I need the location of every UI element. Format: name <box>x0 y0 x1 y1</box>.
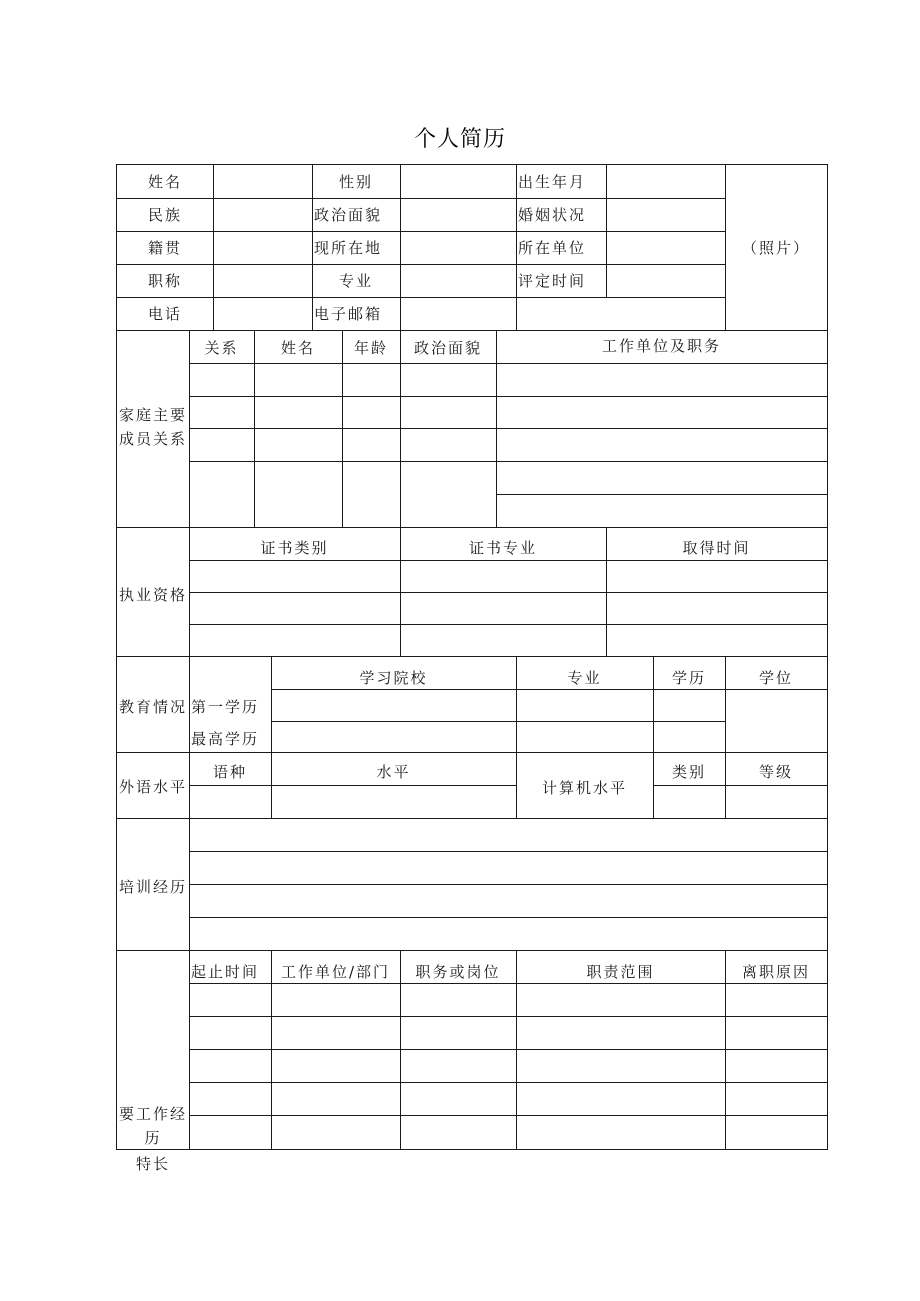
specialty-label: 特长 <box>136 1155 171 1173</box>
table-rule-vertical <box>496 330 497 528</box>
table-rule-horizontal <box>271 689 828 690</box>
family-header-age: 年龄 <box>353 338 388 357</box>
table-rule-vertical <box>725 752 726 819</box>
table-rule-vertical <box>271 752 272 819</box>
table-rule-vertical <box>312 164 313 331</box>
work-position-header: 职务或岗位 <box>415 962 501 981</box>
native-place-field[interactable] <box>213 231 312 264</box>
table-rule-vertical <box>271 950 272 1150</box>
table-rule-vertical <box>516 164 517 331</box>
gender-label: 性别 <box>338 173 373 191</box>
table-rule-vertical <box>725 164 726 331</box>
residence-field[interactable] <box>400 231 516 264</box>
marital-status-field[interactable] <box>606 198 725 231</box>
edu-degree-level-header: 学历 <box>671 668 706 687</box>
table-rule-horizontal <box>189 461 828 462</box>
name-label: 姓名 <box>147 173 182 191</box>
table-rule-horizontal <box>116 1149 828 1150</box>
cert-date-header: 取得时间 <box>682 538 751 557</box>
phone-label: 电话 <box>147 305 182 323</box>
table-rule-vertical <box>516 950 517 1150</box>
education-section-label: 教育情况 <box>118 697 187 716</box>
language-level-header: 水平 <box>376 762 411 781</box>
work-duty-header: 职责范围 <box>586 962 655 981</box>
table-rule-horizontal <box>116 198 726 199</box>
employer-label: 所在单位 <box>518 239 587 257</box>
first-degree-label: 第一学历 <box>191 697 260 716</box>
table-rule-horizontal <box>116 264 726 265</box>
table-rule-horizontal <box>189 560 828 561</box>
table-rule-horizontal <box>116 330 828 331</box>
table-rule-horizontal <box>116 656 828 657</box>
employer-field[interactable] <box>606 231 725 264</box>
work-employer-header: 工作单位/部门 <box>280 962 391 981</box>
table-rule-horizontal <box>116 818 828 819</box>
edu-major-header: 专业 <box>567 668 602 687</box>
table-rule-horizontal <box>116 527 828 528</box>
birth-label: 出生年月 <box>518 173 587 191</box>
table-rule-horizontal <box>189 1016 828 1017</box>
language-section-label: 外语水平 <box>118 777 187 796</box>
marital-status-label: 婚姻状况 <box>518 206 587 224</box>
table-rule-horizontal <box>189 363 828 364</box>
table-rule-horizontal <box>189 1049 828 1050</box>
table-rule-horizontal <box>116 164 828 165</box>
table-rule-horizontal <box>116 231 726 232</box>
email-label: 电子邮箱 <box>314 305 383 323</box>
political-status-field[interactable] <box>400 198 516 231</box>
table-rule-vertical <box>725 656 726 753</box>
table-rule-vertical <box>827 164 828 1150</box>
major-label: 专业 <box>338 272 373 290</box>
family-section-label: 家庭主要成员关系 <box>118 406 187 448</box>
computer-grade-header: 等级 <box>758 762 793 781</box>
table-rule-vertical <box>516 656 517 753</box>
table-rule-horizontal <box>189 1115 828 1116</box>
work-period-header: 起止时间 <box>191 962 260 981</box>
evaluation-time-label: 评定时间 <box>518 272 587 290</box>
residence-label: 现所在地 <box>314 239 383 257</box>
table-rule-vertical <box>400 950 401 1150</box>
table-rule-vertical <box>516 752 517 819</box>
photo-placeholder[interactable]: （照片） <box>741 239 810 257</box>
qualification-section-label: 执业资格 <box>118 585 187 604</box>
table-rule-vertical <box>213 164 214 331</box>
table-rule-vertical <box>606 527 607 657</box>
phone-field[interactable] <box>213 297 312 330</box>
table-rule-horizontal <box>189 592 828 593</box>
table-rule-horizontal <box>116 752 828 753</box>
cert-major-header: 证书专业 <box>468 538 537 557</box>
family-header-work: 工作单位及职务 <box>601 337 721 355</box>
table-rule-horizontal <box>271 721 725 722</box>
native-place-label: 籍贯 <box>147 239 182 257</box>
professional-title-field[interactable] <box>213 264 312 297</box>
table-rule-horizontal <box>653 785 828 786</box>
table-rule-vertical <box>653 752 654 819</box>
family-header-name: 姓名 <box>280 338 315 357</box>
table-rule-horizontal <box>189 428 828 429</box>
table-rule-vertical <box>271 656 272 753</box>
table-rule-vertical <box>400 330 401 528</box>
evaluation-time-field[interactable] <box>606 264 725 297</box>
major-field[interactable] <box>400 264 516 297</box>
birth-field[interactable] <box>606 165 725 198</box>
table-rule-vertical <box>254 330 255 528</box>
family-header-political: 政治面貌 <box>413 338 482 357</box>
table-rule-horizontal <box>189 851 828 852</box>
table-rule-horizontal <box>189 917 828 918</box>
table-rule-vertical <box>189 330 190 1150</box>
table-rule-horizontal <box>189 785 516 786</box>
training-section-label: 培训经历 <box>118 877 187 896</box>
table-rule-horizontal <box>189 884 828 885</box>
cert-type-header: 证书类别 <box>260 538 329 557</box>
school-header: 学习院校 <box>359 668 428 687</box>
work-section-label: 要工作经历 <box>118 1105 187 1147</box>
work-leave-reason-header: 离职原因 <box>741 962 810 981</box>
table-rule-vertical <box>725 950 726 1150</box>
table-rule-vertical <box>400 164 401 331</box>
edu-degree-header: 学位 <box>758 668 793 687</box>
name-field[interactable] <box>213 165 312 198</box>
table-rule-horizontal <box>116 297 726 298</box>
table-rule-vertical <box>653 656 654 753</box>
table-rule-horizontal <box>189 983 828 984</box>
ethnicity-label: 民族 <box>147 206 182 224</box>
table-rule-vertical <box>342 330 343 528</box>
email-field[interactable] <box>400 297 725 330</box>
table-rule-horizontal <box>189 396 828 397</box>
highest-degree-label: 最高学历 <box>191 729 260 748</box>
political-status-label: 政治面貌 <box>314 206 383 224</box>
ethnicity-field[interactable] <box>213 198 312 231</box>
table-rule-horizontal <box>189 624 828 625</box>
table-rule-horizontal <box>496 494 828 495</box>
computer-level-label: 计算机水平 <box>541 778 627 797</box>
table-rule-horizontal <box>189 1082 828 1083</box>
gender-field[interactable] <box>400 165 516 198</box>
professional-title-label: 职称 <box>147 272 182 290</box>
family-header-relation: 关系 <box>204 338 239 357</box>
table-rule-vertical <box>606 164 607 298</box>
table-rule-horizontal <box>116 950 828 951</box>
computer-category-header: 类别 <box>671 762 706 781</box>
table-rule-vertical <box>116 164 117 1150</box>
page-title: 个人简历 <box>413 127 506 152</box>
language-type-header: 语种 <box>212 762 247 781</box>
table-rule-vertical <box>400 527 401 657</box>
